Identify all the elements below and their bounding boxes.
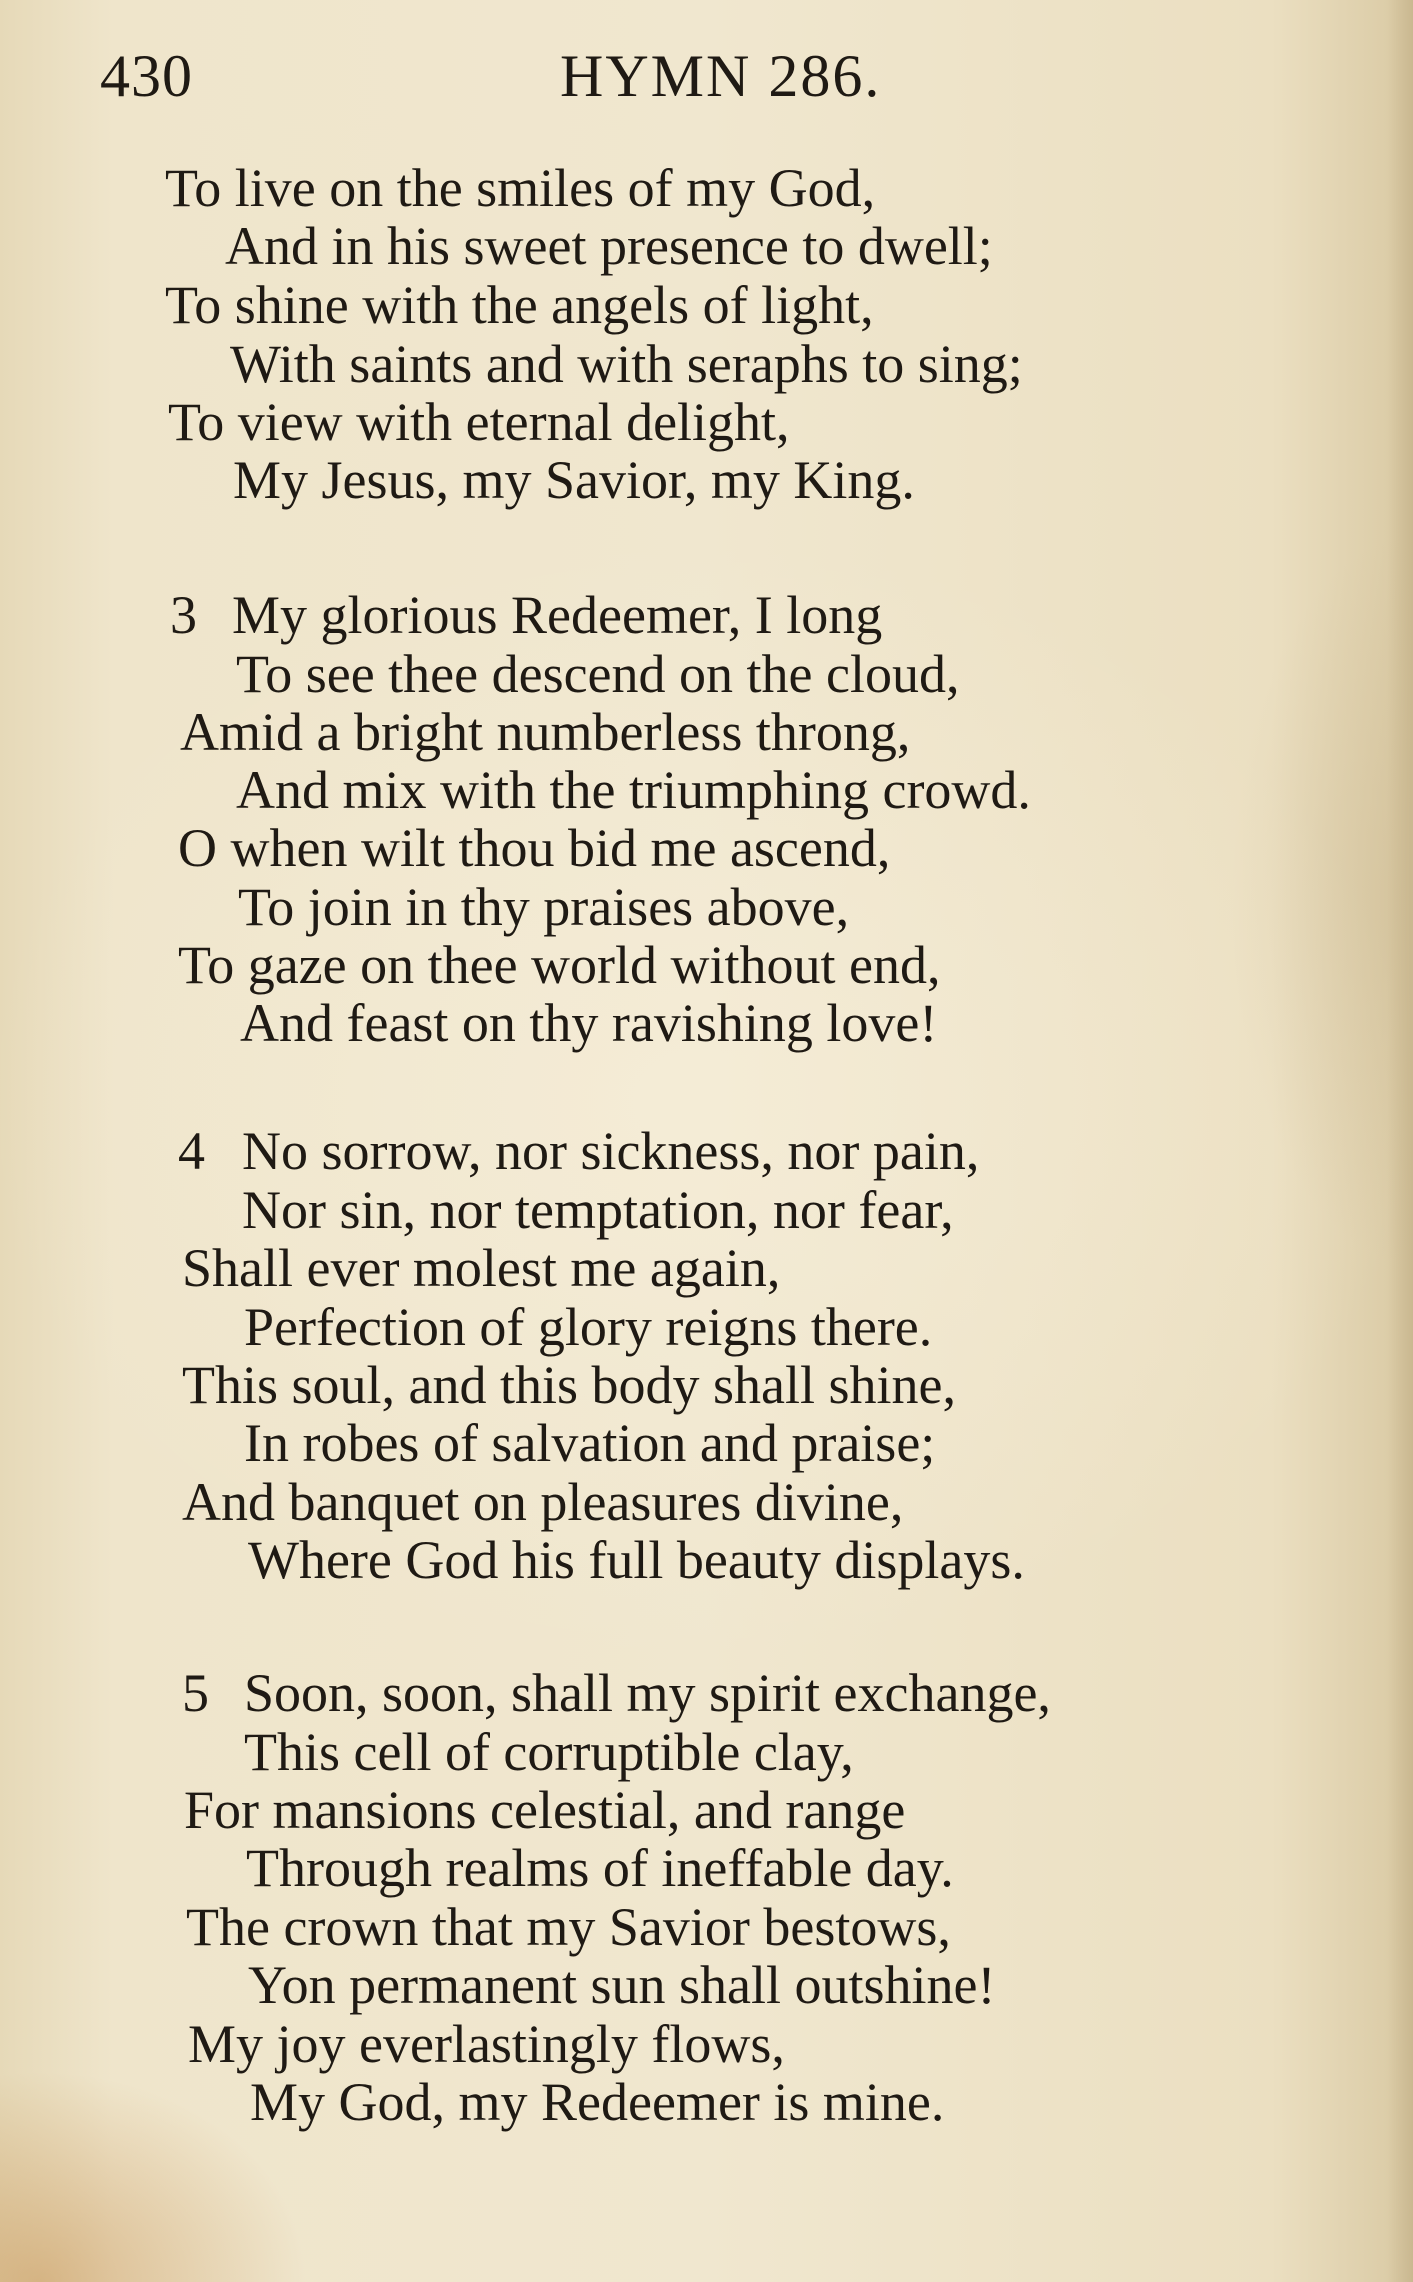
page-header [100,36,1330,116]
verse-line: And banquet on pleasures divine, [182,1472,904,1532]
running-title: HYMN 286. [560,43,882,109]
verse-line: The crown that my Savior bestows, [186,1897,951,1957]
verse-line: And feast on thy ravishing love! [240,993,938,1053]
verse-line: My joy everlastingly flows, [188,2014,785,2074]
verse-line: To shine with the angels of light, [165,275,874,335]
verse-line: To join in thy praises above, [238,877,850,937]
verse-line: With saints and with seraphs to sing; [230,334,1023,394]
verse-line: This soul, and this body shall shine, [182,1355,956,1415]
verse-line: O when wilt thou bid me ascend, [178,818,891,878]
verse-line: Perfection of glory reigns there. [244,1297,933,1357]
verse-line: For mansions celestial, and range [184,1780,906,1840]
verse-line: To see thee descend on the cloud, [236,644,960,704]
verse-line: My God, my Redeemer is mine. [250,2072,945,2132]
verse-number: 4 [178,1121,205,1181]
verse-number: 3 [170,585,197,645]
verse-line: And in his sweet presence to dwell; [225,216,993,276]
verse-line: In robes of salvation and praise; [244,1413,936,1473]
page-edge [1387,0,1413,2282]
page-number: 430 [100,43,193,109]
verse-line: Where God his full beauty displays. [248,1530,1025,1590]
verse-line: No sorrow, nor sickness, nor pain, [242,1121,980,1181]
verse-line: Shall ever molest me again, [182,1238,781,1298]
verse-line: Through realms of ineffable day. [246,1838,954,1898]
verse-line: To gaze on thee world without end, [178,935,941,995]
verse-line: Soon, soon, shall my spirit exchange, [244,1663,1051,1723]
verse-line: This cell of corruptible clay, [244,1722,854,1782]
verse-line: And mix with the triumphing crowd. [236,760,1031,820]
verse-line: Amid a bright numberless throng, [180,702,911,762]
verse-line: My glorious Redeemer, I long [232,585,883,645]
verse-line: To live on the smiles of my God, [165,158,876,218]
verse-line: Yon permanent sun shall outshine! [248,1955,996,2015]
verse-number: 5 [182,1663,209,1723]
verse-line: My Jesus, my Savior, my King. [233,450,915,510]
verse-line: To view with eternal delight, [168,392,790,452]
verse-line: Nor sin, nor temptation, nor fear, [242,1180,954,1240]
